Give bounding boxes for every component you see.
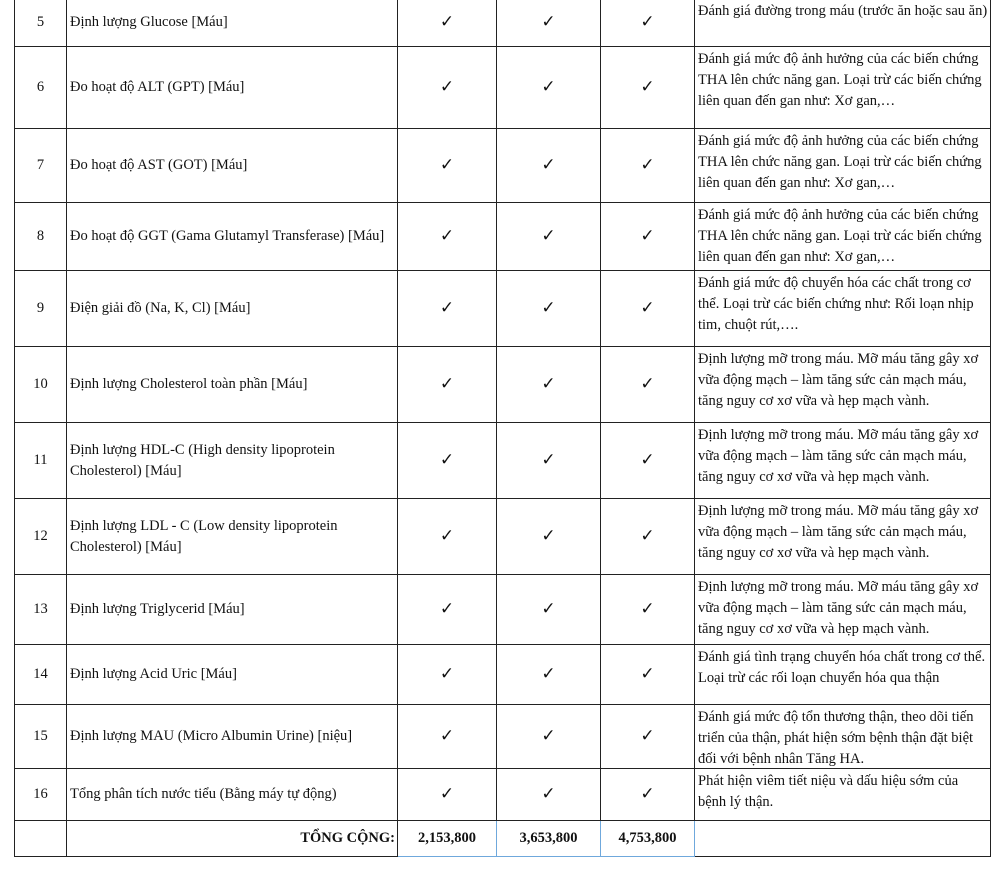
check-icon: ✓	[601, 645, 695, 705]
test-description	[695, 645, 991, 705]
test-name: Định lượng Acid Uric [Máu]	[67, 645, 398, 705]
row-number: 12	[15, 499, 67, 575]
table-row	[15, 129, 991, 203]
check-icon: ✓	[398, 705, 497, 769]
table-row	[15, 575, 991, 645]
test-name: Đo hoạt độ GGT (Gama Glutamyl Transferase) [Máu]	[67, 203, 398, 271]
test-description	[695, 347, 991, 423]
test-name: Điện giải đồ (Na, K, Cl) [Máu]	[67, 271, 398, 347]
check-icon: ✓	[497, 203, 601, 271]
table-row	[15, 423, 991, 499]
test-description-text: Định lượng mỡ trong máu. Mỡ máu tăng gây xơ vữa động mạch – làm tăng sức cản mạch máu, tăng nguy cơ xơ vữa và hẹp mạch vành.	[698, 579, 979, 637]
test-name: Đo hoạt độ AST (GOT) [Máu]	[67, 129, 398, 203]
test-description-text: Đánh giá mức độ chuyển hóa các chất trong cơ thể. Loại trừ các biến chứng như: Rối loạn nhịp tim, chuột rút,….	[698, 275, 974, 333]
total-empty-cell	[15, 821, 67, 857]
test-description	[695, 423, 991, 499]
check-icon: ✓	[601, 271, 695, 347]
check-icon: ✓	[497, 271, 601, 347]
row-number: 14	[15, 645, 67, 705]
row-number: 9	[15, 271, 67, 347]
check-icon: ✓	[601, 47, 695, 129]
check-icon: ✓	[601, 129, 695, 203]
table-row	[15, 705, 991, 769]
row-number: 13	[15, 575, 67, 645]
check-icon: ✓	[601, 203, 695, 271]
row-number: 5	[15, 0, 67, 47]
row-number: 11	[15, 423, 67, 499]
test-name: Định lượng Glucose [Máu]	[67, 0, 398, 47]
check-icon: ✓	[601, 347, 695, 423]
check-icon: ✓	[398, 499, 497, 575]
test-description-text: Đánh giá tình trạng chuyển hóa chất trong cơ thể. Loại trừ các rối loạn chuyển hóa qua thận	[698, 649, 986, 686]
check-icon: ✓	[497, 129, 601, 203]
table-row	[15, 347, 991, 423]
test-description	[695, 0, 991, 47]
table-row	[15, 0, 991, 47]
check-icon: ✓	[398, 271, 497, 347]
total-label: TỔNG CỘNG:	[67, 821, 398, 857]
test-description-text: Định lượng mỡ trong máu. Mỡ máu tăng gây xơ vữa động mạch – làm tăng sức cản mạch máu, tăng nguy cơ xơ vữa và hẹp mạch vành.	[698, 427, 979, 485]
price-table	[14, 0, 991, 857]
row-number: 8	[15, 203, 67, 271]
test-name: Định lượng LDL - C (Low density lipoprotein Cholesterol) [Máu]	[67, 499, 398, 575]
total-amount: 4,753,800	[601, 821, 695, 857]
table-row	[15, 499, 991, 575]
test-description	[695, 499, 991, 575]
check-icon: ✓	[398, 575, 497, 645]
test-description-text: Định lượng mỡ trong máu. Mỡ máu tăng gây xơ vữa động mạch – làm tăng sức cản mạch máu, tăng nguy cơ xơ vữa và hẹp mạch vành.	[698, 503, 979, 561]
total-empty-cell	[695, 821, 991, 857]
test-name: Định lượng Cholesterol toàn phần [Máu]	[67, 347, 398, 423]
test-description	[695, 705, 991, 769]
test-name: Đo hoạt độ ALT (GPT) [Máu]	[67, 47, 398, 129]
test-description	[695, 769, 991, 821]
test-name: Tổng phân tích nước tiểu (Bằng máy tự động)	[67, 769, 398, 821]
test-description-text: Đánh giá mức độ tổn thương thận, theo dõi tiến triển của thận, phát hiện sớm bệnh thận đặt biệt đối với bệnh nhân Tăng HA.	[698, 709, 974, 767]
check-icon: ✓	[497, 47, 601, 129]
test-description	[695, 575, 991, 645]
test-description	[695, 47, 991, 129]
check-icon: ✓	[497, 347, 601, 423]
check-icon: ✓	[601, 769, 695, 821]
table-row	[15, 769, 991, 821]
total-amount: 3,653,800	[497, 821, 601, 857]
check-icon: ✓	[497, 575, 601, 645]
row-number: 15	[15, 705, 67, 769]
test-name: Định lượng MAU (Micro Albumin Urine) [niệu]	[67, 705, 398, 769]
test-description-text: Đánh giá mức độ ảnh hưởng của các biến chứng THA lên chức năng gan. Loại trừ các biến chứng liên quan đến gan như: Xơ gan,…	[698, 207, 982, 265]
check-icon: ✓	[398, 769, 497, 821]
row-number: 10	[15, 347, 67, 423]
check-icon: ✓	[601, 575, 695, 645]
test-description-text: Đánh giá đường trong máu (trước ăn hoặc sau ăn)	[698, 3, 988, 19]
check-icon: ✓	[398, 129, 497, 203]
check-icon: ✓	[497, 705, 601, 769]
check-icon: ✓	[398, 47, 497, 129]
check-icon: ✓	[497, 423, 601, 499]
table-row	[15, 203, 991, 271]
test-description-text: Phát hiện viêm tiết niệu và dấu hiệu sớm của bệnh lý thận.	[698, 773, 959, 810]
check-icon: ✓	[398, 347, 497, 423]
check-icon: ✓	[601, 499, 695, 575]
test-name: Định lượng Triglycerid [Máu]	[67, 575, 398, 645]
check-icon: ✓	[497, 769, 601, 821]
check-icon: ✓	[398, 423, 497, 499]
total-amount: 2,153,800	[398, 821, 497, 857]
row-number: 7	[15, 129, 67, 203]
test-description-text: Đánh giá mức độ ảnh hưởng của các biến chứng THA lên chức năng gan. Loại trừ các biến chứng liên quan đến gan như: Xơ gan,…	[698, 51, 982, 109]
row-number: 16	[15, 769, 67, 821]
test-description	[695, 129, 991, 203]
check-icon: ✓	[601, 423, 695, 499]
check-icon: ✓	[497, 0, 601, 47]
table-row	[15, 271, 991, 347]
table-row	[15, 645, 991, 705]
test-description	[695, 271, 991, 347]
check-icon: ✓	[601, 705, 695, 769]
table-row	[15, 47, 991, 129]
total-row	[15, 821, 991, 857]
check-icon: ✓	[497, 645, 601, 705]
row-number: 6	[15, 47, 67, 129]
check-icon: ✓	[601, 0, 695, 47]
test-description-text: Đánh giá mức độ ảnh hưởng của các biến chứng THA lên chức năng gan. Loại trừ các biến chứng liên quan đến gan như: Xơ gan,…	[698, 133, 982, 191]
check-icon: ✓	[497, 499, 601, 575]
test-name: Định lượng HDL-C (High density lipoprotein Cholesterol) [Máu]	[67, 423, 398, 499]
test-description-text: Định lượng mỡ trong máu. Mỡ máu tăng gây xơ vữa động mạch – làm tăng sức cản mạch máu, tăng nguy cơ xơ vữa và hẹp mạch vành.	[698, 351, 979, 409]
check-icon: ✓	[398, 203, 497, 271]
check-icon: ✓	[398, 0, 497, 47]
check-icon: ✓	[398, 645, 497, 705]
test-description	[695, 203, 991, 271]
